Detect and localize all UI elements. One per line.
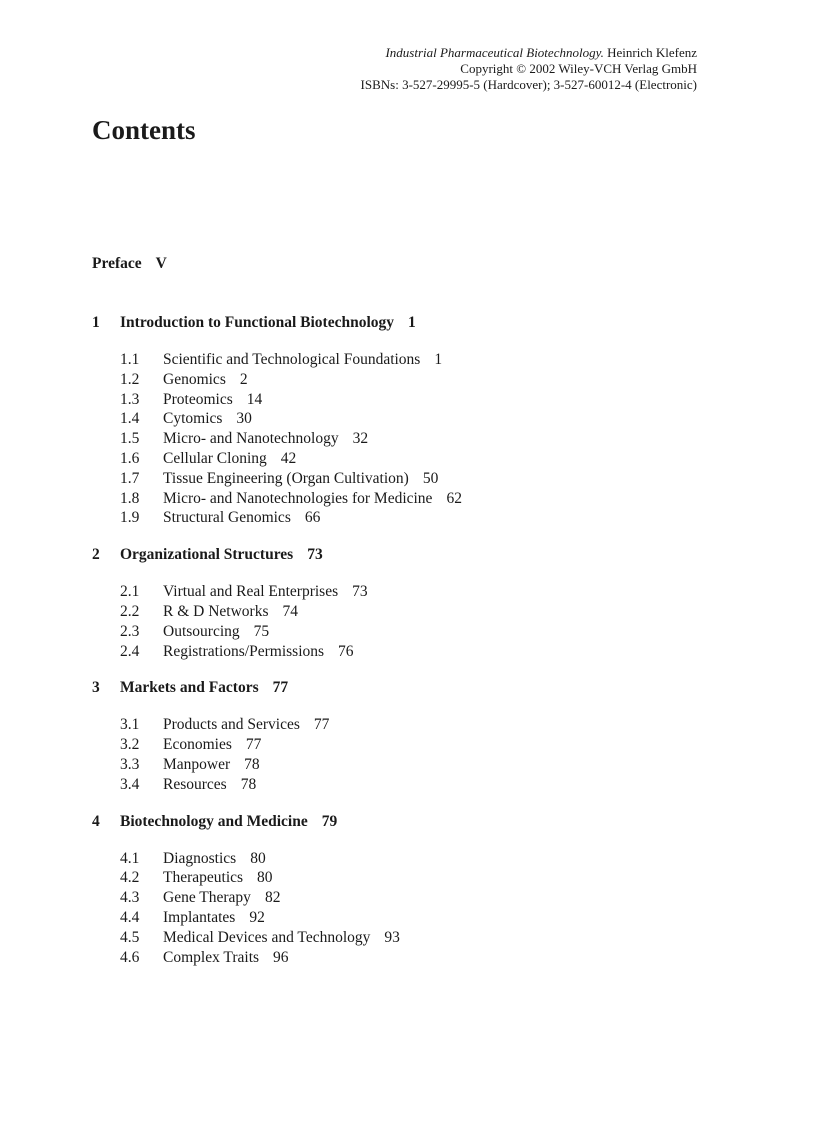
chapter-title: Introduction to Functional Biotechnology bbox=[120, 314, 395, 331]
section-title: Micro- and Nanotechnologies for Medicine bbox=[163, 489, 433, 507]
section-page: 93 bbox=[384, 928, 400, 946]
section-number: 1.8 bbox=[120, 489, 140, 507]
section-title: Genomics bbox=[163, 370, 226, 388]
section-entry bbox=[120, 489, 712, 509]
section-page: 62 bbox=[446, 489, 462, 507]
section-entry bbox=[120, 735, 712, 755]
section-number: 4.3 bbox=[120, 889, 140, 907]
section-page: 77 bbox=[313, 716, 330, 734]
section-number: 1.1 bbox=[120, 351, 140, 368]
section-entry bbox=[120, 775, 712, 795]
section-page: 78 bbox=[244, 755, 260, 773]
section-page: 80 bbox=[257, 869, 273, 887]
section-title: Tissue Engineering (Organ Cultivation) bbox=[163, 469, 409, 487]
section-number: 1.7 bbox=[120, 469, 140, 487]
section-entry bbox=[120, 582, 712, 602]
section-page: 50 bbox=[422, 469, 439, 487]
section-entry bbox=[120, 449, 712, 469]
section-page: 42 bbox=[280, 449, 297, 467]
chapter-entry bbox=[92, 311, 712, 335]
section-number: 1.9 bbox=[120, 509, 140, 527]
section-entry bbox=[120, 429, 712, 449]
section-number: 4.2 bbox=[120, 869, 140, 887]
copyright-line: Copyright © 2002 Wiley-VCH Verlag GmbH bbox=[460, 61, 697, 76]
section-page: 14 bbox=[246, 390, 263, 408]
section-title: Cellular Cloning bbox=[163, 449, 267, 467]
chapter-entry bbox=[92, 810, 712, 834]
section-page: 96 bbox=[273, 948, 289, 966]
chapter-number: 1 bbox=[92, 314, 100, 331]
section-list bbox=[120, 582, 712, 661]
section-entry bbox=[120, 370, 712, 390]
section-number: 3.1 bbox=[120, 716, 140, 734]
section-title: Virtual and Real Enterprises bbox=[163, 583, 339, 601]
table-of-contents bbox=[92, 252, 712, 982]
section-number: 1.3 bbox=[120, 390, 140, 408]
chapter-page: 77 bbox=[272, 679, 289, 697]
section-number: 4.6 bbox=[120, 948, 140, 966]
section-number: 4.4 bbox=[120, 908, 140, 926]
preface-label: Preface bbox=[92, 255, 142, 272]
section-title: Manpower bbox=[163, 755, 231, 773]
section-number: 4.1 bbox=[120, 849, 140, 867]
section-title: Scientific and Technological Foundations bbox=[163, 351, 421, 368]
section-title: R & D Networks bbox=[163, 602, 269, 620]
section-page: 80 bbox=[250, 849, 266, 867]
section-page: 74 bbox=[282, 602, 298, 620]
section-page: 73 bbox=[352, 583, 368, 601]
section-title: Economies bbox=[163, 736, 232, 754]
section-entry bbox=[120, 928, 712, 948]
preface-entry bbox=[92, 252, 712, 276]
section-list bbox=[120, 715, 712, 794]
section-page: 78 bbox=[240, 775, 257, 793]
section-entry bbox=[120, 642, 712, 662]
section-page: 77 bbox=[245, 736, 262, 754]
section-title: Medical Devices and Technology bbox=[163, 928, 371, 946]
section-title: Cytomics bbox=[163, 410, 223, 428]
preface-page: V bbox=[155, 255, 167, 272]
page-title: Contents bbox=[92, 115, 196, 145]
author: Heinrich Klefenz bbox=[607, 45, 697, 60]
section-title: Therapeutics bbox=[163, 869, 244, 887]
section-page: 30 bbox=[236, 410, 252, 428]
section-title: Registrations/Permissions bbox=[163, 642, 325, 660]
section-number: 1.2 bbox=[120, 370, 140, 388]
chapter-title: Markets and Factors bbox=[120, 679, 259, 697]
section-number: 1.6 bbox=[120, 449, 140, 467]
chapter-number: 2 bbox=[92, 546, 100, 564]
section-entry bbox=[120, 622, 712, 642]
chapter-number: 4 bbox=[92, 812, 100, 830]
section-title: Outsourcing bbox=[163, 622, 240, 640]
section-number: 3.4 bbox=[120, 775, 140, 793]
section-number: 2.3 bbox=[120, 622, 140, 640]
section-title: Resources bbox=[163, 775, 227, 793]
section-title: Proteomics bbox=[163, 390, 233, 408]
section-title: Products and Services bbox=[163, 716, 300, 734]
section-number: 2.2 bbox=[120, 602, 140, 620]
section-list bbox=[120, 350, 712, 528]
chapter-page: 73 bbox=[307, 546, 323, 564]
chapter-title: Biotechnology and Medicine bbox=[120, 812, 308, 830]
section-entry bbox=[120, 390, 712, 410]
header-title-line bbox=[361, 45, 697, 61]
chapter-entry bbox=[92, 676, 712, 700]
section-page: 92 bbox=[249, 908, 265, 926]
section-entry bbox=[120, 602, 712, 622]
section-title: Implantates bbox=[163, 908, 236, 926]
section-page: 82 bbox=[264, 889, 281, 907]
section-page: 66 bbox=[304, 509, 321, 527]
section-title: Micro- and Nanotechnology bbox=[163, 430, 339, 448]
section-entry bbox=[120, 868, 712, 888]
isbn-line: ISBNs: 3-527-29995-5 (Hardcover); 3-527-60012-4 (Electronic) bbox=[360, 77, 697, 92]
section-title: Complex Traits bbox=[163, 948, 260, 966]
section-page: 75 bbox=[253, 622, 270, 640]
chapter-page: 1 bbox=[408, 314, 416, 331]
book-title: Industrial Pharmaceutical Biotechnology. bbox=[385, 45, 604, 60]
section-number: 1.4 bbox=[120, 410, 140, 428]
section-entry bbox=[120, 948, 712, 968]
section-entry bbox=[120, 350, 712, 370]
section-list bbox=[120, 849, 712, 968]
section-number: 3.2 bbox=[120, 736, 140, 754]
section-entry bbox=[120, 849, 712, 869]
section-page: 76 bbox=[338, 642, 354, 660]
chapter-number: 3 bbox=[92, 679, 100, 697]
section-number: 2.4 bbox=[120, 642, 140, 660]
section-title: Gene Therapy bbox=[163, 889, 251, 907]
section-entry bbox=[120, 469, 712, 489]
section-number: 3.3 bbox=[120, 755, 140, 773]
section-entry bbox=[120, 508, 712, 528]
section-number: 4.5 bbox=[120, 928, 140, 946]
section-entry bbox=[120, 715, 712, 735]
section-title: Diagnostics bbox=[163, 849, 237, 867]
section-title: Structural Genomics bbox=[163, 509, 291, 527]
chapter-entry bbox=[92, 543, 712, 567]
section-page: 32 bbox=[352, 430, 369, 448]
section-number: 2.1 bbox=[120, 583, 140, 601]
section-entry bbox=[120, 409, 712, 429]
section-entry bbox=[120, 888, 712, 908]
section-entry bbox=[120, 755, 712, 775]
page-header bbox=[361, 45, 697, 93]
section-page: 2 bbox=[239, 370, 248, 388]
chapter-title: Organizational Structures bbox=[120, 546, 294, 564]
section-page: 1 bbox=[434, 351, 443, 368]
chapter-page: 79 bbox=[321, 812, 338, 830]
section-number: 1.5 bbox=[120, 430, 140, 448]
section-entry bbox=[120, 908, 712, 928]
